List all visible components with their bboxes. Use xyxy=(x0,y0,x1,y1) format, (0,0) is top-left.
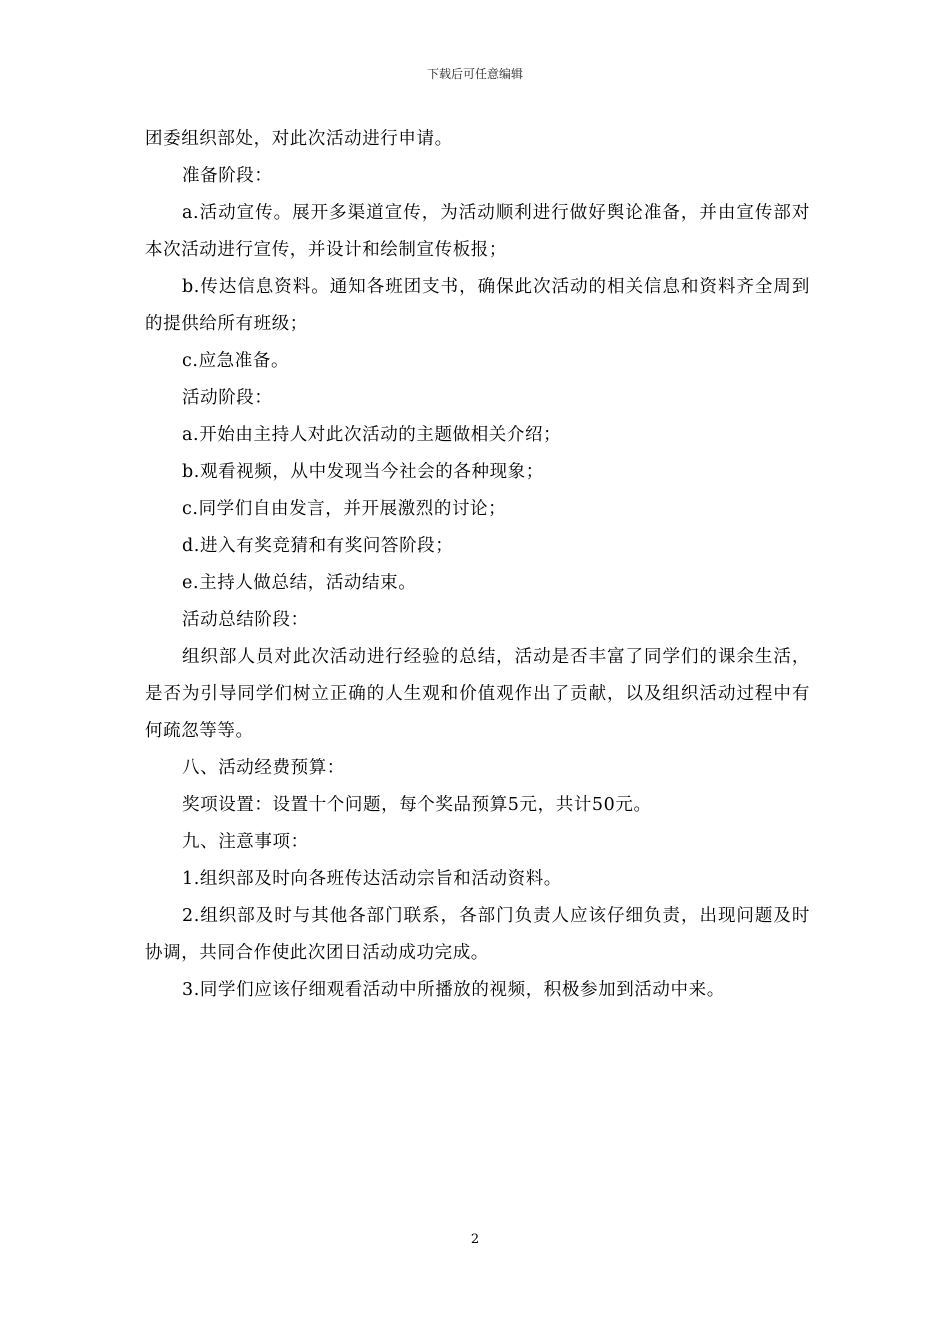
paragraph: c.同学们自由发言，并开展激烈的讨论； xyxy=(182,499,507,519)
paragraph: b.观看视频，从中发现当今社会的各种现象； xyxy=(182,462,544,482)
paragraph: 奖项设置：设置十个问题，每个奖品预算5元，共计50元。 xyxy=(182,795,652,815)
paragraph: d.进入有奖竞猜和有奖问答阶段； xyxy=(182,536,454,556)
paragraph: 活动阶段： xyxy=(182,388,273,408)
page-header: 下载后可任意编辑 xyxy=(426,67,523,81)
paragraph: 活动总结阶段： xyxy=(182,610,309,630)
paragraph: 2.组织部及时与其他各部门联系，各部门负责人应该仔细负责，出现问题及时协调，共同合作使此次团日活动成功完成。 xyxy=(145,906,810,963)
paragraph: e.主持人做总结，活动结束。 xyxy=(182,573,417,593)
document-body xyxy=(145,121,810,1009)
page-number: 2 xyxy=(470,1232,480,1247)
paragraph: a.开始由主持人对此次活动的主题做相关介绍； xyxy=(182,425,562,445)
paragraph: 1.组织部及时向各班传达活动宗旨和活动资料。 xyxy=(182,869,562,889)
paragraph: b.传达信息资料。通知各班团支书，确保此次活动的相关信息和资料齐全周到的提供给所有班级； xyxy=(145,277,810,334)
paragraph: a.活动宣传。展开多渠道宣传，为活动顺利进行做好舆论准备，并由宣传部对本次活动进行宣传，并设计和绘制宣传板报； xyxy=(145,203,810,260)
paragraph: 组织部人员对此次活动进行经验的总结，活动是否丰富了同学们的课余生活，是否为引导同学们树立正确的人生观和价值观作出了贡献，以及组织活动过程中有何疏忽等等。 xyxy=(145,647,810,741)
paragraph: 3.同学们应该仔细观看活动中所播放的视频，积极参加到活动中来。 xyxy=(182,980,725,1000)
paragraph: 准备阶段： xyxy=(182,166,273,186)
paragraph: 八、活动经费预算： xyxy=(182,758,345,778)
paragraph: c.应急准备。 xyxy=(182,351,290,371)
paragraph: 九、注意事项： xyxy=(182,832,309,852)
paragraph: 团委组织部处，对此次活动进行申请。 xyxy=(145,129,453,149)
